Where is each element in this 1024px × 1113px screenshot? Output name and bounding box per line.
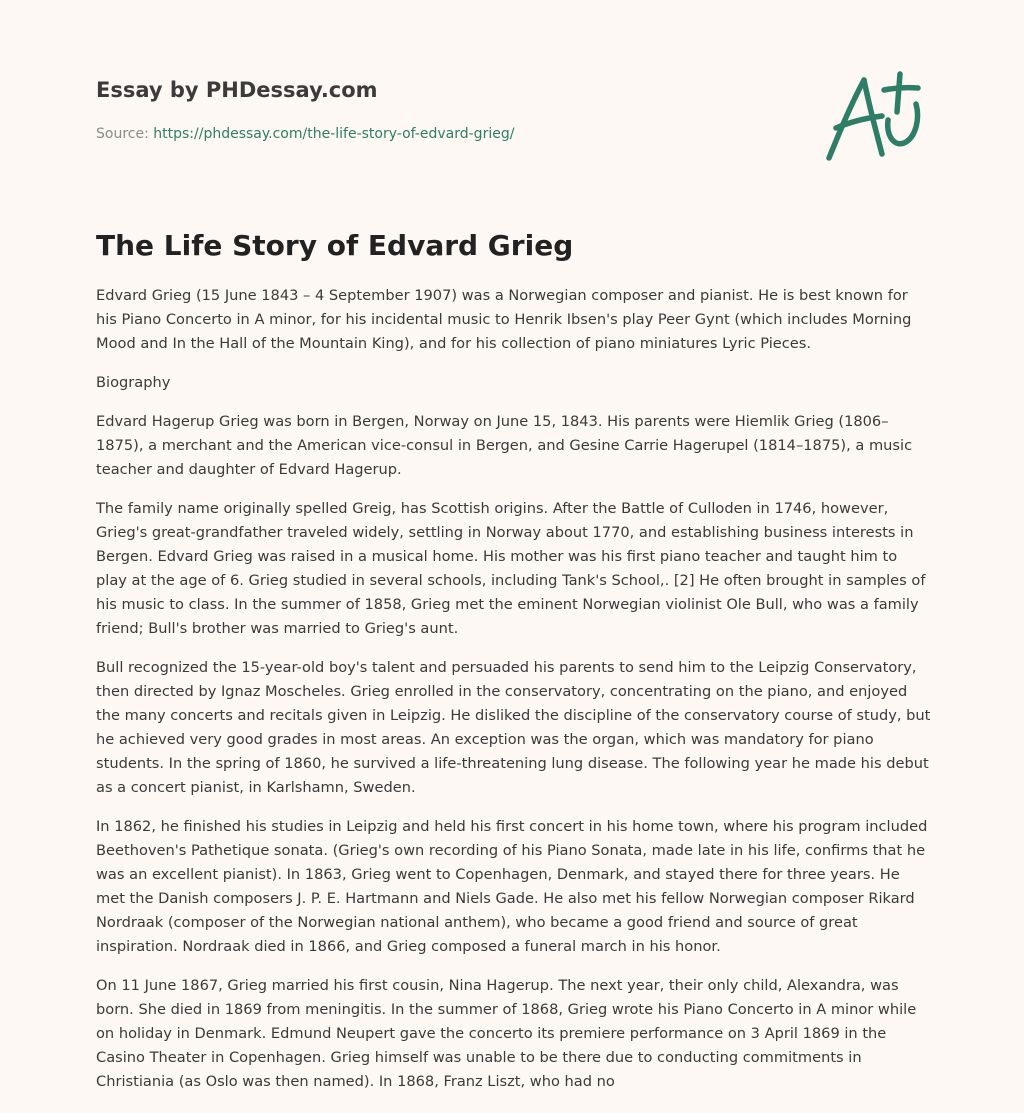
source-line — [96, 124, 796, 144]
source-label: Source: — [96, 126, 154, 142]
essay-title: The Life Story of Edvard Grieg — [96, 229, 574, 262]
essay-header — [96, 76, 796, 144]
paragraph: In 1862, he finished his studies in Leipzig and held his first concert in his home town, where his program included Beethoven's Pathetique sonata. (Grieg's own recording of his Piano Sonata, made late in his life, confirms that he was an excellent pianist). In 1863, Grieg went to Copenhagen, Denmark, and stayed there for three years. He met the Danish composers J. P. E. Hartmann and Niels Gade. He also met his fellow Norwegian composer Rikard Nordraak (composer of the Norwegian national anthem), who became a good friend and source of great inspiration. Nordraak died in 1866, and Grieg composed a funeral march in his honor. — [96, 818, 928, 955]
paragraph: Bull recognized the 15-year-old boy's talent and persuaded his parents to send him to the Leipzig Conservatory, then directed by Ignaz Moscheles. Grieg enrolled in the conservatory, concentrating on the piano, and enjoyed the many concerts and recitals given in Leipzig. He disliked the discipline of the conservatory course of study, but he achieved very good grades in most areas. An exception was the organ, which was mandatory for piano students. In the spring of 1860, he survived a life-threatening lung disease. The following year he made his debut as a concert pianist, in Karlshamn, Sweden. — [96, 659, 931, 796]
paragraph: Edvard Hagerup Grieg was born in Bergen, Norway on June 15, 1843. His parents were Hiemlik Grieg (1806–1875), a merchant and the American vice-consul in Bergen, and Gesine Carrie Hagerupel (1814–1875), a music teacher and daughter of Edvard Hagerup. — [96, 413, 913, 478]
paragraph: The family name originally spelled Greig, has Scottish origins. After the Battle of Culloden in 1746, however, Grieg's great-grandfather traveled widely, settling in Norway about 1770, and establishing business interests in Bergen. Edvard Grieg was raised in a musical home. His mother was his first piano teacher and taught him to play at the age of 6. Grieg studied in several schools, including Tank's School,. [2] He often brought in samples of his music to class. In the summer of 1858, Grieg met the eminent Norwegian violinist Ole Bull, who was a family friend; Bull's brother was married to Grieg's aunt. — [96, 500, 926, 637]
paragraph: On 11 June 1867, Grieg married his first cousin, Nina Hagerup. The next year, their only child, Alexandra, was born. She died in 1869 from meningitis. In the summer of 1868, Grieg wrote his Piano Concerto in A minor while on holiday in Denmark. Edmund Neupert gave the concerto its premiere performance on 3 April 1869 in the Casino Theater in Copenhagen. Grieg himself was unable to be there due to conducting commitments in Christiania (as Oslo was then named). In 1868, Franz Liszt, who had no — [96, 977, 917, 1090]
section-heading: Biography — [96, 374, 171, 391]
paragraph: Edvard Grieg (15 June 1843 – 4 September 1907) was a Norwegian composer and pianist. He is best known for his Piano Concerto in A minor, for his incidental music to Henrik Ibsen's play Peer Gynt (which includes Morning Mood and In the Hall of the Mountain King), and for his collection of piano miniatures Lyric Pieces. — [96, 287, 912, 352]
source-link[interactable]: https://phdessay.com/the-life-story-of-edvard-grieg/ — [153, 126, 515, 142]
site-brand: Essay by PHDessay.com — [96, 78, 378, 102]
a-plus-grade-icon — [822, 66, 932, 166]
essay-body — [96, 284, 932, 1109]
